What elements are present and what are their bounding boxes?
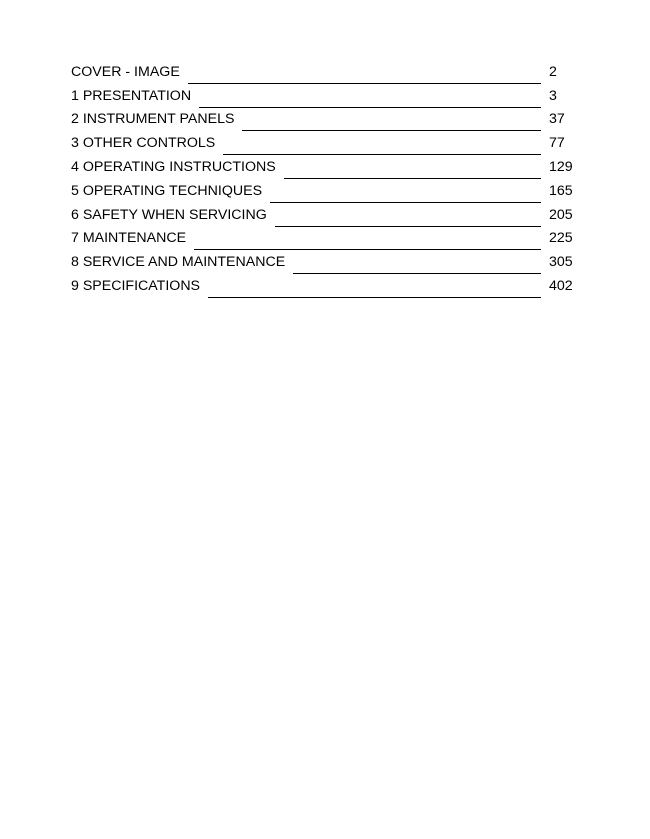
toc-leader-line: [199, 107, 541, 108]
toc-leader-line: [293, 273, 541, 274]
toc-leader-line: [188, 83, 541, 84]
toc-leader-line: [194, 249, 541, 250]
toc-entry-page-number: 402: [549, 277, 573, 294]
toc-entry-page-number: 305: [549, 254, 573, 271]
toc-entry-title: COVER - IMAGE: [71, 63, 180, 80]
toc-leader-line: [284, 178, 541, 179]
toc-entry-page-number: 77: [549, 135, 565, 152]
toc-entry-page-number: 37: [549, 111, 565, 128]
toc-entry-title: 9 SPECIFICATIONS: [71, 277, 201, 294]
table-of-contents: [71, 57, 573, 295]
toc-entry-page-number: 2: [549, 63, 557, 80]
toc-entry-page-number: 129: [549, 158, 573, 175]
toc-entry-title: 6 SAFETY WHEN SERVICING: [71, 206, 267, 223]
toc-entry-page-number: 205: [549, 206, 573, 223]
toc-entry-title: 4 OPERATING INSTRUCTIONS: [71, 158, 276, 175]
toc-entry-title: 1 PRESENTATION: [71, 87, 192, 104]
toc-entry-presentation[interactable]: [71, 81, 573, 105]
toc-entry-cover-image[interactable]: [71, 57, 573, 81]
toc-entry-title: 5 OPERATING TECHNIQUES: [71, 182, 263, 199]
toc-entry-title: 2 INSTRUMENT PANELS: [71, 111, 235, 128]
toc-entry-instrument-panels[interactable]: [71, 105, 573, 129]
toc-leader-line: [275, 226, 541, 227]
toc-entry-title: 7 MAINTENANCE: [71, 230, 187, 247]
toc-entry-safety-when-servicing[interactable]: [71, 200, 573, 224]
toc-entry-service-and-maintenance[interactable]: [71, 247, 573, 271]
toc-entry-maintenance[interactable]: [71, 224, 573, 248]
toc-leader-line: [242, 130, 541, 131]
toc-leader-line: [223, 154, 541, 155]
toc-leader-line: [270, 202, 541, 203]
toc-leader-line: [208, 297, 541, 298]
toc-entry-page-number: 3: [549, 87, 557, 104]
toc-entry-title: 8 SERVICE AND MAINTENANCE: [71, 254, 286, 271]
toc-entry-operating-techniques[interactable]: [71, 176, 573, 200]
toc-entry-operating-instructions[interactable]: [71, 152, 573, 176]
toc-entry-page-number: 165: [549, 182, 573, 199]
toc-entry-other-controls[interactable]: [71, 128, 573, 152]
toc-entry-title: 3 OTHER CONTROLS: [71, 135, 216, 152]
toc-entry-specifications[interactable]: [71, 271, 573, 295]
toc-entry-page-number: 225: [549, 230, 573, 247]
